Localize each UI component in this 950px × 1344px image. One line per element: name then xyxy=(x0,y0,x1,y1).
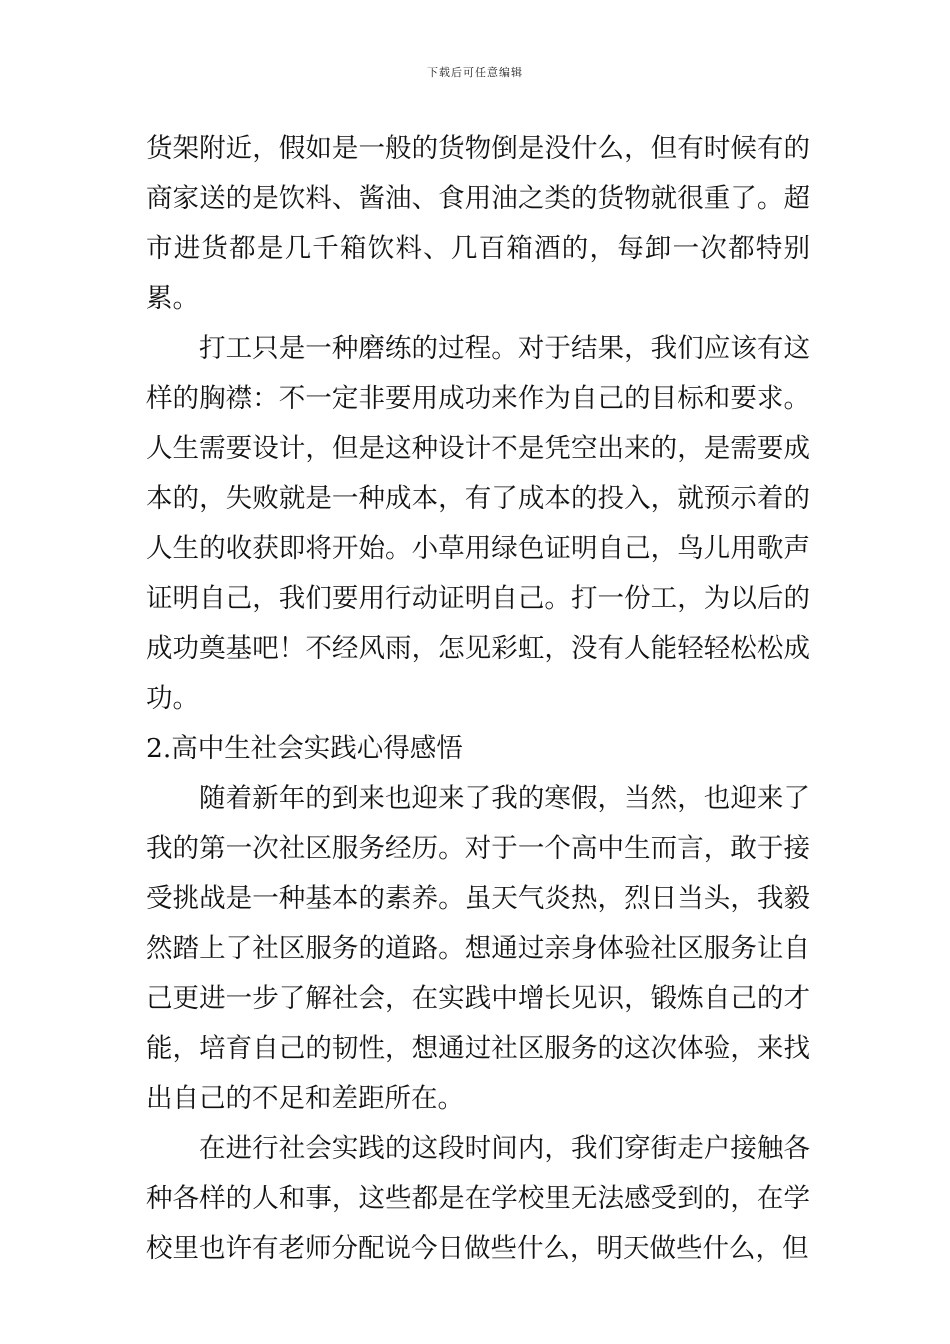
paragraph-continued: 货架附近，假如是一般的货物倒是没什么，但有时候有的商家送的是饮料、酱油、食用油之类的货物就很重了。超市进货都是几千箱饮料、几百箱酒的，每卸一次都特别累。 xyxy=(146,133,810,314)
paragraph-work-experience: 打工只是一种磨练的过程。对于结果，我们应该有这样的胸襟：不一定非要用成功来作为自己的目标和要求。人生需要设计，但是这种设计不是凭空出来的，是需要成本的，失败就是一种成本，有了成本的投入，就预示着的人生的收获即将开始。小草用绿色证明自己，鸟儿用歌声证明自己，我们要用行动证明自己。打一份工，为以后的成功奠基吧！不经风雨，怎见彩虹，没有人能轻轻松松成功。 xyxy=(146,333,810,714)
section-heading: 2.高中生社会实践心得感悟 xyxy=(146,733,463,764)
paragraph-winter-break: 随着新年的到来也迎来了我的寒假，当然，也迎来了我的第一次社区服务经历。对于一个高中生而言，敢于接受挑战是一种基本的素养。虽天气炎热，烈日当头，我毅然踏上了社区服务的道路。想通过亲身体验社区服务让自己更进一步了解社会，在实践中增长见识，锻炼自己的才能，培育自己的韧性，想通过社区服务的这次体验，来找出自己的不足和差距所在。 xyxy=(146,783,810,1114)
document-body xyxy=(146,124,810,1274)
page-header-note: 下载后可任意编辑 xyxy=(427,66,523,79)
paragraph-social-practice: 在进行社会实践的这段时间内，我们穿街走户接触各种各样的人和事，这些都是在学校里无法感受到的，在学校里也许有老师分配说今日做些什么，明天做些什么，但 xyxy=(146,1133,810,1264)
